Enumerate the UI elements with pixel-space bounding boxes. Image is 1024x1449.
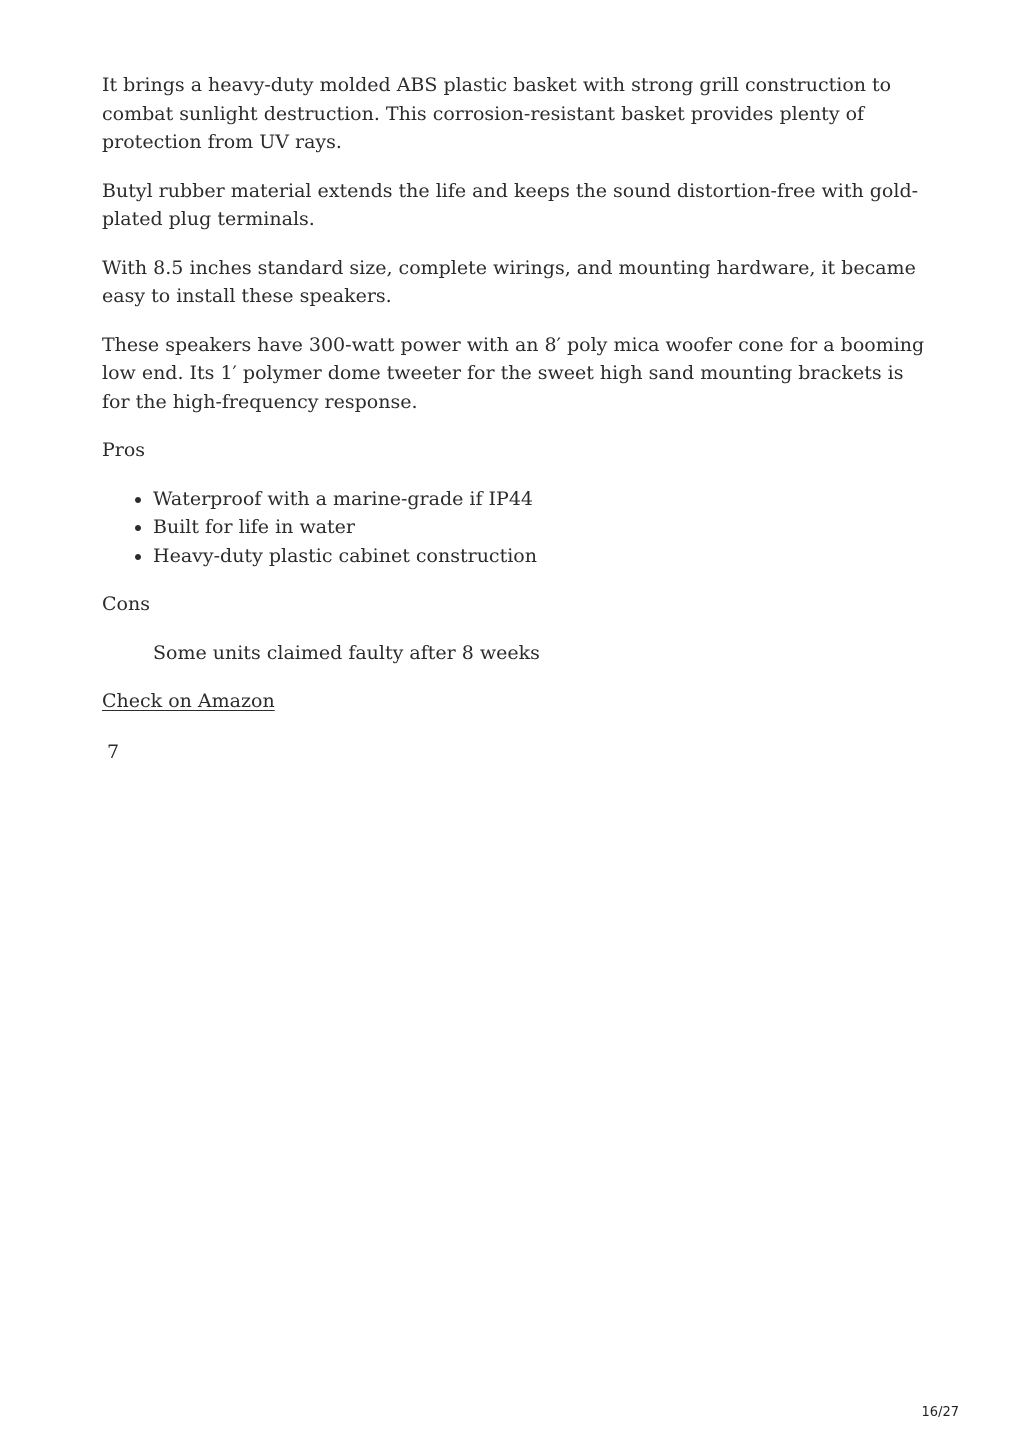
cons-item: Some units claimed faulty after 8 weeks	[153, 641, 540, 664]
pros-heading: Pros	[102, 439, 146, 461]
pros-item: • Heavy-duty plastic cabinet construction	[153, 542, 932, 571]
paragraph-butyl-rubber: Butyl rubber material extends the life and keeps the sound distortion-free with gold-plated plug terminals.	[102, 179, 919, 230]
paragraph-power: These speakers have 300-watt power with an 8′ poly mica woofer cone for a booming low end. Its 1′ polymer dome tweeter for the sweet high sand mounting brackets is for the high-frequency response.	[102, 333, 925, 413]
paragraph-size-install: With 8.5 inches standard size, complete wirings, and mounting hardware, it became easy to install these speakers.	[102, 256, 916, 307]
pros-list	[102, 485, 932, 571]
cons-heading: Cons	[102, 593, 150, 615]
link-container	[102, 687, 932, 716]
pros-item: • Built for life in water	[153, 513, 932, 542]
check-on-amazon-link[interactable]: Check on Amazon	[102, 690, 275, 712]
paragraph-basket: It brings a heavy-duty molded ABS plastic basket with strong grill construction to combat sunlight destruction. This corrosion-resistant basket provides plenty of protection from UV rays.	[102, 74, 892, 153]
article-content	[102, 71, 932, 766]
rank-number: 7	[107, 740, 120, 763]
pros-item: • Waterproof with a marine-grade if IP44	[153, 485, 932, 514]
page-number: 16/27	[921, 1405, 959, 1420]
